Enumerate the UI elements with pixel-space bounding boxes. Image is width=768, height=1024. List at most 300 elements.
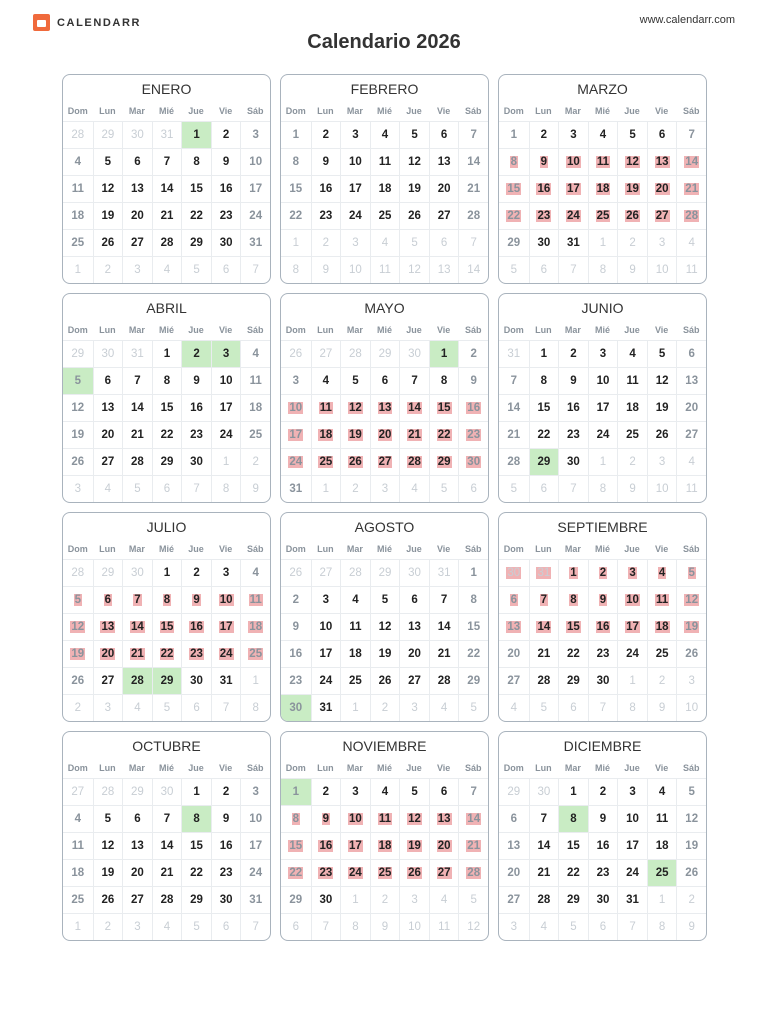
day-cell[interactable]: 18 bbox=[63, 859, 93, 886]
adjacent-month-day-cell[interactable]: 4 bbox=[93, 475, 123, 502]
adjacent-month-day-cell[interactable]: 9 bbox=[617, 256, 647, 283]
day-cell[interactable]: 1 bbox=[558, 559, 588, 586]
day-cell[interactable]: 5 bbox=[399, 778, 429, 805]
day-cell[interactable]: 31 bbox=[240, 886, 270, 913]
day-cell[interactable]: 4 bbox=[240, 559, 270, 586]
day-cell[interactable]: 1 bbox=[181, 778, 211, 805]
adjacent-month-day-cell[interactable]: 29 bbox=[63, 340, 93, 367]
adjacent-month-day-cell[interactable]: 7 bbox=[558, 475, 588, 502]
day-cell[interactable]: 21 bbox=[499, 421, 529, 448]
day-cell[interactable]: 19 bbox=[617, 175, 647, 202]
day-cell[interactable]: 17 bbox=[340, 832, 370, 859]
day-cell[interactable]: 3 bbox=[588, 340, 618, 367]
day-cell[interactable]: 19 bbox=[63, 640, 93, 667]
day-cell[interactable]: 19 bbox=[399, 175, 429, 202]
day-cell[interactable]: 28 bbox=[529, 667, 559, 694]
day-cell[interactable]: 16 bbox=[211, 175, 241, 202]
day-cell[interactable]: 24 bbox=[617, 859, 647, 886]
day-cell[interactable]: 17 bbox=[211, 613, 241, 640]
adjacent-month-day-cell[interactable]: 3 bbox=[370, 475, 400, 502]
day-cell[interactable]: 16 bbox=[588, 613, 618, 640]
adjacent-month-day-cell[interactable]: 5 bbox=[558, 913, 588, 940]
day-cell[interactable]: 22 bbox=[152, 640, 182, 667]
day-cell[interactable]: 20 bbox=[399, 640, 429, 667]
day-cell[interactable]: 11 bbox=[647, 586, 677, 613]
day-cell[interactable]: 8 bbox=[529, 367, 559, 394]
adjacent-month-day-cell[interactable]: 5 bbox=[458, 886, 488, 913]
day-cell[interactable]: 16 bbox=[281, 640, 311, 667]
adjacent-month-day-cell[interactable]: 3 bbox=[399, 694, 429, 721]
day-cell[interactable]: 20 bbox=[499, 859, 529, 886]
day-cell[interactable]: 5 bbox=[93, 148, 123, 175]
day-cell[interactable]: 16 bbox=[211, 832, 241, 859]
day-cell[interactable]: 18 bbox=[63, 202, 93, 229]
day-cell[interactable]: 17 bbox=[558, 175, 588, 202]
day-cell[interactable]: 19 bbox=[399, 832, 429, 859]
day-cell[interactable]: 25 bbox=[370, 859, 400, 886]
adjacent-month-day-cell[interactable]: 28 bbox=[63, 559, 93, 586]
adjacent-month-day-cell[interactable]: 29 bbox=[93, 559, 123, 586]
day-cell[interactable]: 30 bbox=[211, 229, 241, 256]
day-cell[interactable]: 8 bbox=[499, 148, 529, 175]
day-cell[interactable]: 28 bbox=[152, 886, 182, 913]
adjacent-month-day-cell[interactable]: 1 bbox=[211, 448, 241, 475]
day-cell[interactable]: 2 bbox=[211, 778, 241, 805]
day-cell[interactable]: 5 bbox=[399, 121, 429, 148]
day-cell[interactable]: 28 bbox=[429, 667, 459, 694]
day-cell[interactable]: 9 bbox=[588, 586, 618, 613]
day-cell[interactable]: 20 bbox=[429, 832, 459, 859]
day-cell[interactable]: 9 bbox=[211, 148, 241, 175]
day-cell[interactable]: 6 bbox=[399, 586, 429, 613]
day-cell[interactable]: 9 bbox=[181, 367, 211, 394]
day-cell[interactable]: 8 bbox=[181, 148, 211, 175]
day-cell[interactable]: 3 bbox=[617, 778, 647, 805]
adjacent-month-day-cell[interactable]: 5 bbox=[181, 913, 211, 940]
day-cell[interactable]: 10 bbox=[211, 586, 241, 613]
day-cell[interactable]: 14 bbox=[152, 832, 182, 859]
day-cell[interactable]: 27 bbox=[499, 886, 529, 913]
adjacent-month-day-cell[interactable]: 3 bbox=[399, 886, 429, 913]
day-cell[interactable]: 26 bbox=[370, 667, 400, 694]
day-cell[interactable]: 26 bbox=[399, 859, 429, 886]
adjacent-month-day-cell[interactable]: 28 bbox=[340, 559, 370, 586]
day-cell[interactable]: 5 bbox=[647, 340, 677, 367]
adjacent-month-day-cell[interactable]: 8 bbox=[588, 475, 618, 502]
day-cell[interactable]: 20 bbox=[93, 421, 123, 448]
day-cell[interactable]: 3 bbox=[211, 559, 241, 586]
day-cell[interactable]: 4 bbox=[63, 805, 93, 832]
day-cell[interactable]: 19 bbox=[63, 421, 93, 448]
day-cell[interactable]: 23 bbox=[588, 640, 618, 667]
day-cell[interactable]: 10 bbox=[311, 613, 341, 640]
day-cell[interactable]: 13 bbox=[647, 148, 677, 175]
adjacent-month-day-cell[interactable]: 4 bbox=[370, 229, 400, 256]
day-cell[interactable]: 17 bbox=[281, 421, 311, 448]
day-cell[interactable]: 22 bbox=[558, 640, 588, 667]
adjacent-month-day-cell[interactable]: 10 bbox=[647, 475, 677, 502]
day-cell[interactable]: 21 bbox=[429, 640, 459, 667]
day-cell[interactable]: 18 bbox=[370, 832, 400, 859]
day-cell[interactable]: 19 bbox=[93, 202, 123, 229]
day-cell[interactable]: 5 bbox=[340, 367, 370, 394]
day-cell[interactable]: 15 bbox=[529, 394, 559, 421]
day-cell[interactable]: 22 bbox=[458, 640, 488, 667]
adjacent-month-day-cell[interactable]: 2 bbox=[93, 256, 123, 283]
day-cell[interactable]: 27 bbox=[399, 667, 429, 694]
day-cell[interactable]: 19 bbox=[676, 613, 706, 640]
day-cell[interactable]: 29 bbox=[458, 667, 488, 694]
adjacent-month-day-cell[interactable]: 26 bbox=[281, 559, 311, 586]
adjacent-month-day-cell[interactable]: 27 bbox=[311, 559, 341, 586]
day-cell[interactable]: 27 bbox=[676, 421, 706, 448]
day-cell[interactable]: 1 bbox=[281, 778, 311, 805]
day-cell[interactable]: 10 bbox=[240, 148, 270, 175]
adjacent-month-day-cell[interactable]: 2 bbox=[340, 475, 370, 502]
adjacent-month-day-cell[interactable]: 2 bbox=[370, 694, 400, 721]
day-cell[interactable]: 4 bbox=[617, 340, 647, 367]
day-cell[interactable]: 7 bbox=[499, 367, 529, 394]
adjacent-month-day-cell[interactable]: 30 bbox=[152, 778, 182, 805]
adjacent-month-day-cell[interactable]: 8 bbox=[281, 256, 311, 283]
day-cell[interactable]: 22 bbox=[281, 202, 311, 229]
day-cell[interactable]: 8 bbox=[429, 367, 459, 394]
day-cell[interactable]: 18 bbox=[617, 394, 647, 421]
day-cell[interactable]: 6 bbox=[499, 586, 529, 613]
day-cell[interactable]: 5 bbox=[617, 121, 647, 148]
adjacent-month-day-cell[interactable]: 6 bbox=[529, 475, 559, 502]
adjacent-month-day-cell[interactable]: 3 bbox=[93, 694, 123, 721]
day-cell[interactable]: 18 bbox=[240, 394, 270, 421]
day-cell[interactable]: 1 bbox=[181, 121, 211, 148]
day-cell[interactable]: 9 bbox=[311, 148, 341, 175]
day-cell[interactable]: 16 bbox=[311, 175, 341, 202]
adjacent-month-day-cell[interactable]: 6 bbox=[152, 475, 182, 502]
day-cell[interactable]: 22 bbox=[152, 421, 182, 448]
day-cell[interactable]: 30 bbox=[588, 667, 618, 694]
adjacent-month-day-cell[interactable]: 6 bbox=[211, 913, 241, 940]
day-cell[interactable]: 21 bbox=[152, 859, 182, 886]
day-cell[interactable]: 26 bbox=[63, 448, 93, 475]
day-cell[interactable]: 6 bbox=[429, 778, 459, 805]
day-cell[interactable]: 25 bbox=[370, 202, 400, 229]
adjacent-month-day-cell[interactable]: 6 bbox=[529, 256, 559, 283]
adjacent-month-day-cell[interactable]: 28 bbox=[340, 340, 370, 367]
adjacent-month-day-cell[interactable]: 2 bbox=[617, 229, 647, 256]
day-cell[interactable]: 24 bbox=[588, 421, 618, 448]
day-cell[interactable]: 3 bbox=[281, 367, 311, 394]
day-cell[interactable]: 2 bbox=[458, 340, 488, 367]
day-cell[interactable]: 18 bbox=[311, 421, 341, 448]
day-cell[interactable]: 14 bbox=[429, 613, 459, 640]
adjacent-month-day-cell[interactable]: 31 bbox=[429, 559, 459, 586]
day-cell[interactable]: 1 bbox=[458, 559, 488, 586]
day-cell[interactable]: 24 bbox=[240, 202, 270, 229]
adjacent-month-day-cell[interactable]: 2 bbox=[647, 667, 677, 694]
day-cell[interactable]: 15 bbox=[152, 613, 182, 640]
day-cell[interactable]: 17 bbox=[588, 394, 618, 421]
adjacent-month-day-cell[interactable]: 1 bbox=[340, 694, 370, 721]
adjacent-month-day-cell[interactable]: 2 bbox=[617, 448, 647, 475]
day-cell[interactable]: 11 bbox=[240, 586, 270, 613]
day-cell[interactable]: 21 bbox=[529, 859, 559, 886]
day-cell[interactable]: 29 bbox=[429, 448, 459, 475]
day-cell[interactable]: 19 bbox=[340, 421, 370, 448]
day-cell[interactable]: 24 bbox=[558, 202, 588, 229]
day-cell[interactable]: 16 bbox=[558, 394, 588, 421]
adjacent-month-day-cell[interactable]: 3 bbox=[122, 256, 152, 283]
adjacent-month-day-cell[interactable]: 5 bbox=[458, 694, 488, 721]
day-cell[interactable]: 14 bbox=[529, 832, 559, 859]
day-cell[interactable]: 11 bbox=[63, 175, 93, 202]
day-cell[interactable]: 5 bbox=[676, 559, 706, 586]
day-cell[interactable]: 26 bbox=[647, 421, 677, 448]
adjacent-month-day-cell[interactable]: 5 bbox=[429, 475, 459, 502]
day-cell[interactable]: 28 bbox=[122, 667, 152, 694]
day-cell[interactable]: 17 bbox=[240, 832, 270, 859]
adjacent-month-day-cell[interactable]: 30 bbox=[529, 778, 559, 805]
day-cell[interactable]: 6 bbox=[499, 805, 529, 832]
day-cell[interactable]: 1 bbox=[429, 340, 459, 367]
day-cell[interactable]: 23 bbox=[211, 859, 241, 886]
day-cell[interactable]: 13 bbox=[499, 613, 529, 640]
day-cell[interactable]: 13 bbox=[93, 394, 123, 421]
adjacent-month-day-cell[interactable]: 11 bbox=[429, 913, 459, 940]
day-cell[interactable]: 12 bbox=[93, 832, 123, 859]
day-cell[interactable]: 1 bbox=[499, 121, 529, 148]
day-cell[interactable]: 12 bbox=[340, 394, 370, 421]
day-cell[interactable]: 17 bbox=[211, 394, 241, 421]
day-cell[interactable]: 2 bbox=[281, 586, 311, 613]
adjacent-month-day-cell[interactable]: 2 bbox=[63, 694, 93, 721]
adjacent-month-day-cell[interactable]: 3 bbox=[647, 229, 677, 256]
adjacent-month-day-cell[interactable]: 10 bbox=[399, 913, 429, 940]
day-cell[interactable]: 10 bbox=[558, 148, 588, 175]
day-cell[interactable]: 1 bbox=[281, 121, 311, 148]
day-cell[interactable]: 21 bbox=[399, 421, 429, 448]
day-cell[interactable]: 21 bbox=[152, 202, 182, 229]
day-cell[interactable]: 25 bbox=[340, 667, 370, 694]
day-cell[interactable]: 17 bbox=[311, 640, 341, 667]
day-cell[interactable]: 28 bbox=[676, 202, 706, 229]
day-cell[interactable]: 18 bbox=[240, 613, 270, 640]
day-cell[interactable]: 15 bbox=[499, 175, 529, 202]
day-cell[interactable]: 2 bbox=[558, 340, 588, 367]
day-cell[interactable]: 4 bbox=[340, 586, 370, 613]
day-cell[interactable]: 1 bbox=[152, 340, 182, 367]
day-cell[interactable]: 22 bbox=[558, 859, 588, 886]
adjacent-month-day-cell[interactable]: 27 bbox=[311, 340, 341, 367]
day-cell[interactable]: 13 bbox=[676, 367, 706, 394]
day-cell[interactable]: 25 bbox=[617, 421, 647, 448]
day-cell[interactable]: 3 bbox=[211, 340, 241, 367]
adjacent-month-day-cell[interactable]: 31 bbox=[499, 340, 529, 367]
day-cell[interactable]: 7 bbox=[399, 367, 429, 394]
day-cell[interactable]: 2 bbox=[311, 778, 341, 805]
adjacent-month-day-cell[interactable]: 4 bbox=[152, 256, 182, 283]
day-cell[interactable]: 6 bbox=[676, 340, 706, 367]
day-cell[interactable]: 29 bbox=[558, 667, 588, 694]
adjacent-month-day-cell[interactable]: 9 bbox=[617, 475, 647, 502]
day-cell[interactable]: 17 bbox=[617, 613, 647, 640]
adjacent-month-day-cell[interactable]: 6 bbox=[458, 475, 488, 502]
day-cell[interactable]: 15 bbox=[281, 175, 311, 202]
day-cell[interactable]: 11 bbox=[311, 394, 341, 421]
adjacent-month-day-cell[interactable]: 4 bbox=[676, 448, 706, 475]
day-cell[interactable]: 12 bbox=[93, 175, 123, 202]
day-cell[interactable]: 25 bbox=[63, 229, 93, 256]
adjacent-month-day-cell[interactable]: 27 bbox=[63, 778, 93, 805]
adjacent-month-day-cell[interactable]: 3 bbox=[63, 475, 93, 502]
day-cell[interactable]: 12 bbox=[399, 148, 429, 175]
day-cell[interactable]: 31 bbox=[311, 694, 341, 721]
day-cell[interactable]: 29 bbox=[181, 229, 211, 256]
day-cell[interactable]: 28 bbox=[529, 886, 559, 913]
adjacent-month-day-cell[interactable]: 6 bbox=[429, 229, 459, 256]
adjacent-month-day-cell[interactable]: 1 bbox=[588, 448, 618, 475]
day-cell[interactable]: 25 bbox=[588, 202, 618, 229]
day-cell[interactable]: 13 bbox=[122, 175, 152, 202]
day-cell[interactable]: 12 bbox=[63, 613, 93, 640]
day-cell[interactable]: 3 bbox=[340, 778, 370, 805]
adjacent-month-day-cell[interactable]: 2 bbox=[93, 913, 123, 940]
day-cell[interactable]: 27 bbox=[647, 202, 677, 229]
day-cell[interactable]: 17 bbox=[240, 175, 270, 202]
adjacent-month-day-cell[interactable]: 1 bbox=[588, 229, 618, 256]
adjacent-month-day-cell[interactable]: 5 bbox=[122, 475, 152, 502]
adjacent-month-day-cell[interactable]: 5 bbox=[181, 256, 211, 283]
day-cell[interactable]: 24 bbox=[340, 202, 370, 229]
day-cell[interactable]: 11 bbox=[340, 613, 370, 640]
adjacent-month-day-cell[interactable]: 7 bbox=[458, 229, 488, 256]
day-cell[interactable]: 13 bbox=[122, 832, 152, 859]
day-cell[interactable]: 3 bbox=[617, 559, 647, 586]
adjacent-month-day-cell[interactable]: 29 bbox=[93, 121, 123, 148]
day-cell[interactable]: 6 bbox=[647, 121, 677, 148]
day-cell[interactable]: 5 bbox=[676, 778, 706, 805]
day-cell[interactable]: 2 bbox=[529, 121, 559, 148]
adjacent-month-day-cell[interactable]: 7 bbox=[240, 913, 270, 940]
day-cell[interactable]: 27 bbox=[122, 886, 152, 913]
day-cell[interactable]: 4 bbox=[647, 778, 677, 805]
day-cell[interactable]: 30 bbox=[558, 448, 588, 475]
day-cell[interactable]: 9 bbox=[529, 148, 559, 175]
day-cell[interactable]: 3 bbox=[340, 121, 370, 148]
day-cell[interactable]: 8 bbox=[152, 367, 182, 394]
adjacent-month-day-cell[interactable]: 6 bbox=[281, 913, 311, 940]
day-cell[interactable]: 25 bbox=[240, 421, 270, 448]
day-cell[interactable]: 27 bbox=[93, 448, 123, 475]
day-cell[interactable]: 23 bbox=[281, 667, 311, 694]
adjacent-month-day-cell[interactable]: 8 bbox=[340, 913, 370, 940]
adjacent-month-day-cell[interactable]: 7 bbox=[588, 694, 618, 721]
day-cell[interactable]: 30 bbox=[458, 448, 488, 475]
day-cell[interactable]: 7 bbox=[152, 805, 182, 832]
day-cell[interactable]: 18 bbox=[647, 832, 677, 859]
day-cell[interactable]: 25 bbox=[647, 640, 677, 667]
day-cell[interactable]: 10 bbox=[211, 367, 241, 394]
adjacent-month-day-cell[interactable]: 10 bbox=[676, 694, 706, 721]
day-cell[interactable]: 27 bbox=[370, 448, 400, 475]
adjacent-month-day-cell[interactable]: 3 bbox=[122, 913, 152, 940]
day-cell[interactable]: 6 bbox=[93, 367, 123, 394]
day-cell[interactable]: 29 bbox=[529, 448, 559, 475]
adjacent-month-day-cell[interactable]: 5 bbox=[499, 475, 529, 502]
day-cell[interactable]: 12 bbox=[617, 148, 647, 175]
day-cell[interactable]: 24 bbox=[211, 640, 241, 667]
adjacent-month-day-cell[interactable]: 3 bbox=[340, 229, 370, 256]
day-cell[interactable]: 21 bbox=[122, 421, 152, 448]
day-cell[interactable]: 5 bbox=[93, 805, 123, 832]
day-cell[interactable]: 20 bbox=[122, 202, 152, 229]
adjacent-month-day-cell[interactable]: 4 bbox=[122, 694, 152, 721]
day-cell[interactable]: 14 bbox=[529, 613, 559, 640]
adjacent-month-day-cell[interactable]: 9 bbox=[240, 475, 270, 502]
day-cell[interactable]: 19 bbox=[676, 832, 706, 859]
day-cell[interactable]: 11 bbox=[647, 805, 677, 832]
adjacent-month-day-cell[interactable]: 3 bbox=[676, 667, 706, 694]
day-cell[interactable]: 7 bbox=[676, 121, 706, 148]
day-cell[interactable]: 9 bbox=[458, 367, 488, 394]
day-cell[interactable]: 25 bbox=[63, 886, 93, 913]
adjacent-month-day-cell[interactable]: 8 bbox=[647, 913, 677, 940]
adjacent-month-day-cell[interactable]: 28 bbox=[63, 121, 93, 148]
day-cell[interactable]: 5 bbox=[63, 367, 93, 394]
day-cell[interactable]: 14 bbox=[122, 394, 152, 421]
adjacent-month-day-cell[interactable]: 2 bbox=[676, 886, 706, 913]
day-cell[interactable]: 24 bbox=[617, 640, 647, 667]
day-cell[interactable]: 6 bbox=[122, 148, 152, 175]
adjacent-month-day-cell[interactable]: 4 bbox=[429, 694, 459, 721]
day-cell[interactable]: 13 bbox=[370, 394, 400, 421]
day-cell[interactable]: 11 bbox=[370, 805, 400, 832]
day-cell[interactable]: 5 bbox=[370, 586, 400, 613]
day-cell[interactable]: 13 bbox=[499, 832, 529, 859]
day-cell[interactable]: 4 bbox=[240, 340, 270, 367]
day-cell[interactable]: 5 bbox=[63, 586, 93, 613]
day-cell[interactable]: 26 bbox=[399, 202, 429, 229]
day-cell[interactable]: 6 bbox=[429, 121, 459, 148]
day-cell[interactable]: 2 bbox=[311, 121, 341, 148]
day-cell[interactable]: 3 bbox=[240, 778, 270, 805]
day-cell[interactable]: 20 bbox=[676, 394, 706, 421]
day-cell[interactable]: 31 bbox=[240, 229, 270, 256]
day-cell[interactable]: 24 bbox=[311, 667, 341, 694]
day-cell[interactable]: 23 bbox=[181, 421, 211, 448]
day-cell[interactable]: 13 bbox=[399, 613, 429, 640]
day-cell[interactable]: 22 bbox=[181, 859, 211, 886]
adjacent-month-day-cell[interactable]: 3 bbox=[499, 913, 529, 940]
day-cell[interactable]: 2 bbox=[588, 559, 618, 586]
day-cell[interactable]: 29 bbox=[152, 667, 182, 694]
day-cell[interactable]: 18 bbox=[647, 613, 677, 640]
day-cell[interactable]: 2 bbox=[181, 340, 211, 367]
adjacent-month-day-cell[interactable]: 9 bbox=[370, 913, 400, 940]
adjacent-month-day-cell[interactable]: 4 bbox=[499, 694, 529, 721]
site-url[interactable]: www.calendarr.com bbox=[639, 14, 735, 26]
adjacent-month-day-cell[interactable]: 7 bbox=[211, 694, 241, 721]
day-cell[interactable]: 16 bbox=[181, 394, 211, 421]
day-cell[interactable]: 28 bbox=[499, 448, 529, 475]
day-cell[interactable]: 27 bbox=[93, 667, 123, 694]
adjacent-month-day-cell[interactable]: 1 bbox=[240, 667, 270, 694]
adjacent-month-day-cell[interactable]: 3 bbox=[647, 448, 677, 475]
day-cell[interactable]: 20 bbox=[122, 859, 152, 886]
day-cell[interactable]: 26 bbox=[93, 229, 123, 256]
day-cell[interactable]: 7 bbox=[458, 121, 488, 148]
day-cell[interactable]: 7 bbox=[529, 805, 559, 832]
day-cell[interactable]: 9 bbox=[281, 613, 311, 640]
